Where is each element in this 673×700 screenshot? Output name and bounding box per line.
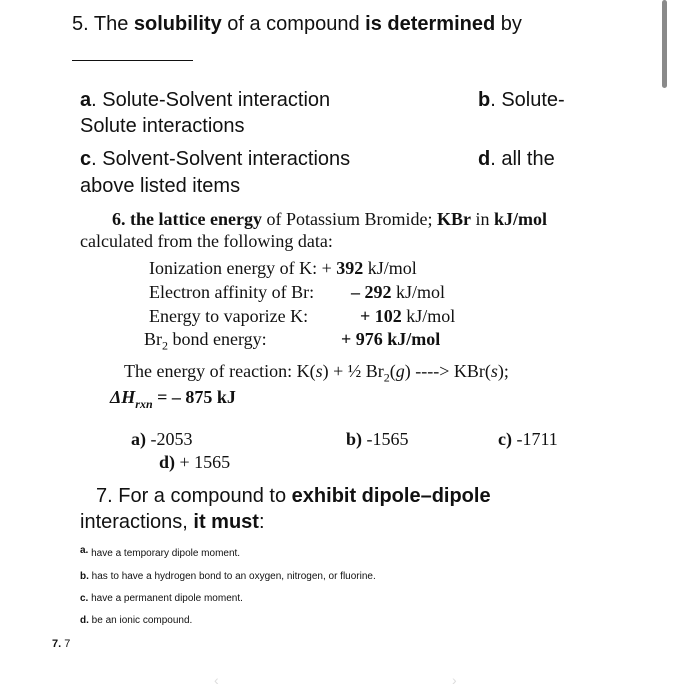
footer-question-label: 7. 7 <box>52 638 71 650</box>
q7-option-a: a. have a temporary dipole moment. <box>80 545 241 559</box>
next-page-icon[interactable]: › <box>452 672 457 688</box>
answer-blank-line <box>72 60 193 61</box>
q5-option-b-continued: Solute interactions <box>80 115 245 137</box>
electron-affinity-value: – 292 kJ/mol <box>351 282 446 302</box>
q5-option-c: c. Solvent-Solvent interactions <box>80 148 351 170</box>
q6-subtitle: calculated from the following data: <box>80 231 333 251</box>
reaction-equation: The energy of reaction: K(s) + ½ $Br_2(g)$ ----> KBr(s); <box>124 361 509 385</box>
q6-answer-a: a) -2053 <box>131 429 193 449</box>
q7-title-line1: 7. For a compound to exhibit dipole–dipole <box>96 485 491 507</box>
scrollbar[interactable] <box>662 0 667 88</box>
q6-data-block <box>140 258 480 354</box>
electron-affinity-row: Electron affinity of Br: <box>149 282 315 302</box>
delta-h-rxn: $\Delta H_{rxn}$ = – 875 kJ <box>110 387 236 411</box>
q7-option-d: d. be an ionic compound. <box>80 615 193 626</box>
q5-option-a: a. Solute-Solvent interaction <box>80 89 331 111</box>
q5-number: 5 <box>72 13 84 35</box>
q7-option-b: b. has to have a hydrogen bond to an oxygen, nitrogen, or fluorine. <box>80 571 376 582</box>
bond-energy-row: $Br_2$ bond energy: <box>144 329 267 353</box>
q6-title: 6. the lattice energy of Potassium Bromide; KBr in kJ/mol <box>112 209 547 229</box>
q6-answer-c: c) -1711 <box>498 429 558 449</box>
q7-title-line2: interactions, it must: <box>80 511 265 533</box>
prev-page-icon[interactable]: ‹ <box>214 672 219 688</box>
q5-option-d-continued: above listed items <box>80 175 241 197</box>
q5-option-d: d. all the <box>478 148 555 170</box>
q5-title: 5. The solubility of a compound is determined by <box>72 13 522 35</box>
q6-answer-d: d) + 1565 <box>159 452 231 472</box>
q7-option-c: c. have a permanent dipole moment. <box>80 593 243 604</box>
ionization-energy-row: Ionization energy of K: + 392 kJ/mol <box>149 258 417 278</box>
q6-answer-b: b) -1565 <box>346 429 409 449</box>
q5-option-b: b. Solute- <box>478 89 565 111</box>
vaporize-energy-row: Energy to vaporize K: <box>149 306 309 326</box>
vaporize-energy-value: + 102 kJ/mol <box>360 306 456 326</box>
bond-energy-value: + 976 kJ/mol <box>341 329 441 349</box>
